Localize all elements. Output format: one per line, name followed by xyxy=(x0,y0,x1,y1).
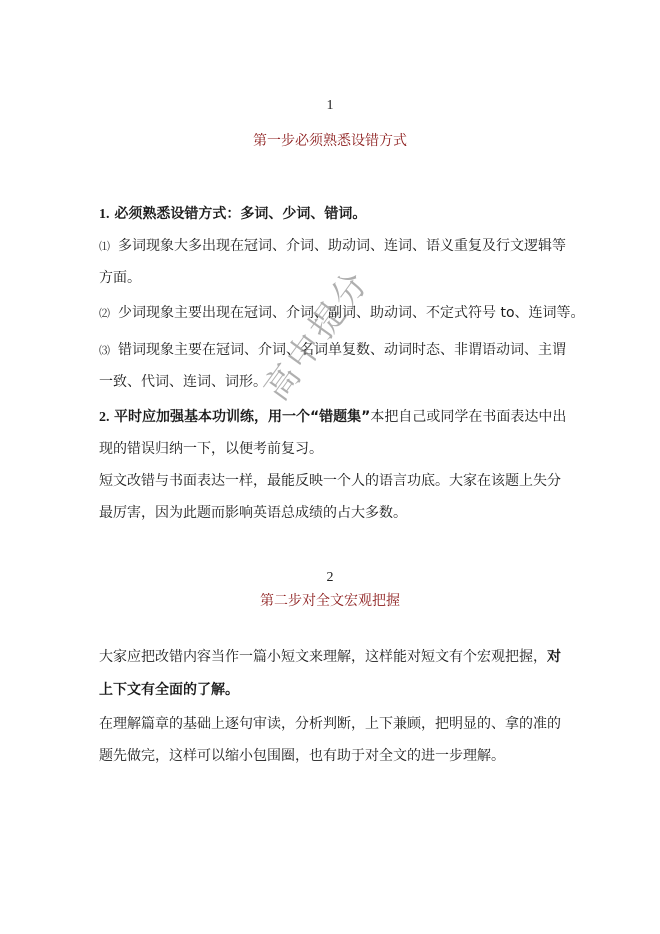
detail-para-line-1: 在理解篇章的基础上逐句审读，分析判断，上下兼顾，把明显的、拿的准的 xyxy=(99,716,561,732)
item-3-marker: ⑶ xyxy=(99,345,110,357)
watermark: 高中提分 xyxy=(256,261,379,409)
item-3-line-1 xyxy=(99,340,569,361)
item-1-text: 多词现象大多出现在冠词、介词、助动词、连词、语义重复及行文逻辑等 xyxy=(118,238,566,254)
item-3-text: 错词现象主要在冠词、介词、名词单复数、动词时态、非谓语动词、主谓 xyxy=(118,342,566,358)
detail-para-line-2: 题先做完，这样可以缩小包围圈，也有助于对全文的进一步理解。 xyxy=(99,748,505,764)
point-2-line-1 xyxy=(99,407,569,428)
section-2-title: 第二步对全文宏观把握 xyxy=(260,593,400,609)
section-1-number: 1 xyxy=(326,98,334,113)
item-2-text: 少词现象主要出现在冠词、介词、副词、助动词、不定式符号 to、连词等。 xyxy=(118,305,585,321)
item-2-marker: ⑵ xyxy=(99,308,110,320)
item-2-line-1 xyxy=(99,303,585,324)
item-1-marker: ⑴ xyxy=(99,241,110,253)
point-1-heading xyxy=(99,204,569,225)
macro-para-line-1 xyxy=(99,647,569,667)
short-para-line-2: 最厉害，因为此题而影响英语总成绩的占大多数。 xyxy=(99,505,407,521)
point-2-number: 2. xyxy=(99,410,110,425)
point-2-line-2: 现的错误归纳一下，以便考前复习。 xyxy=(99,441,323,457)
short-para-line-1: 短文改错与书面表达一样，最能反映一个人的语言功底。大家在该题上失分 xyxy=(99,473,561,489)
point-1-number: 1. xyxy=(99,207,110,222)
section-1-title: 第一步必须熟悉设错方式 xyxy=(253,133,407,149)
macro-para-line-2: 上下文有全面的了解。 xyxy=(99,682,239,698)
item-3-line-2: 一致、代词、连词、词形。 xyxy=(99,374,267,390)
section-2-number: 2 xyxy=(326,570,334,585)
item-1-line-1 xyxy=(99,236,569,257)
macro-para-normal: 大家应把改错内容当作一篇小短文来理解，这样能对短文有个宏观把握， xyxy=(99,649,547,665)
point-2-rest: 本把自己或同学在书面表达中出 xyxy=(370,409,567,425)
item-1-line-2: 方面。 xyxy=(99,270,141,286)
point-2-bold: 平时应加强基本功训练，用一个“错题集” xyxy=(113,409,371,425)
macro-para-bold-start: 对 xyxy=(547,649,561,665)
point-1-text: 必须熟悉设错方式：多词、少词、错词。 xyxy=(114,206,367,222)
